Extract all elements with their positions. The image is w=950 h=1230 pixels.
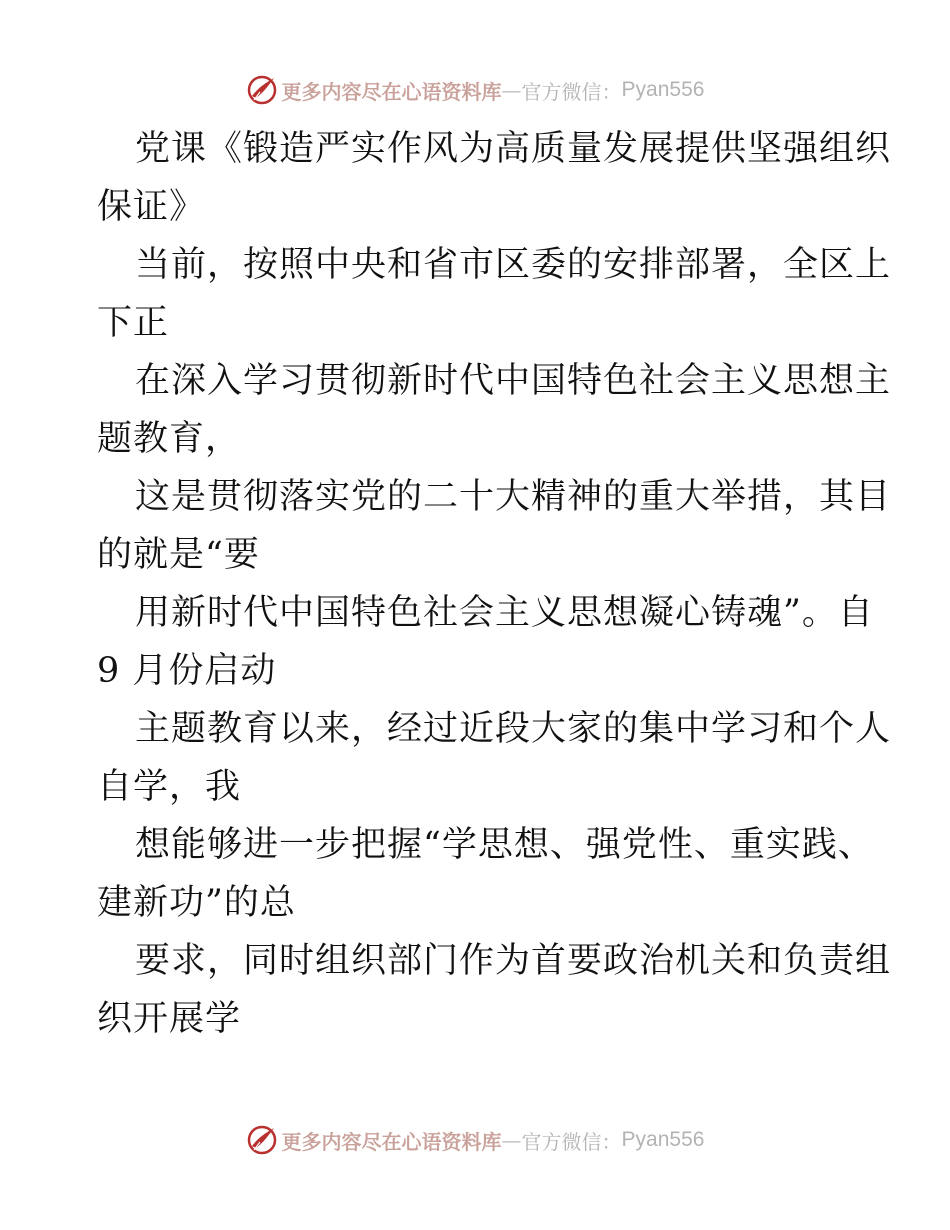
watermark-separator: — (501, 78, 522, 102)
quill-logo-icon (246, 74, 278, 106)
doc-line: 题教育， (97, 419, 242, 459)
watermark-wechat-id: Pyan556 (621, 78, 705, 101)
doc-line: 自学，我 (97, 767, 242, 807)
doc-line: 主题教育以来，经过近段大家的集中学习和个人 (135, 709, 892, 749)
doc-line: 下正 (97, 303, 170, 343)
doc-line: 当前，按照中央和省市区委的安排部署，全区上 (135, 245, 892, 285)
doc-line: 保证》 (97, 187, 206, 227)
doc-line: 织开展学 (97, 999, 242, 1039)
watermark-site-text: 更多内容尽在心语资料库 (281, 79, 502, 104)
watermark-wechat-label: 官方微信： (521, 1129, 622, 1154)
doc-line: 这是贯彻落实党的二十大精神的重大举措，其目 (135, 477, 892, 517)
header-watermark (0, 72, 950, 108)
doc-line: 用新时代中国特色社会主义思想凝心铸魂”。自 (135, 593, 874, 633)
watermark-wechat-id: Pyan556 (621, 1128, 705, 1151)
watermark-wechat-label: 官方微信： (521, 79, 622, 104)
watermark-separator: — (501, 1128, 522, 1152)
doc-line: 要求，同时组织部门作为首要政治机关和负责组 (135, 941, 892, 981)
doc-line: 9 月份启动 (97, 651, 277, 691)
document-body (97, 120, 892, 1048)
watermark-site-text: 更多内容尽在心语资料库 (281, 1129, 502, 1154)
doc-line: 在深入学习贯彻新时代中国特色社会主义思想主 (135, 361, 892, 401)
footer-watermark (0, 1122, 950, 1158)
doc-line: 想能够进一步把握“学思想、强党性、重实践、 (135, 825, 874, 865)
quill-logo-icon (246, 1124, 278, 1156)
doc-line: 建新功”的总 (97, 883, 296, 923)
doc-line: 的就是“要 (97, 535, 260, 575)
doc-line: 党课《锻造严实作风为高质量发展提供坚强组织 (135, 129, 892, 169)
